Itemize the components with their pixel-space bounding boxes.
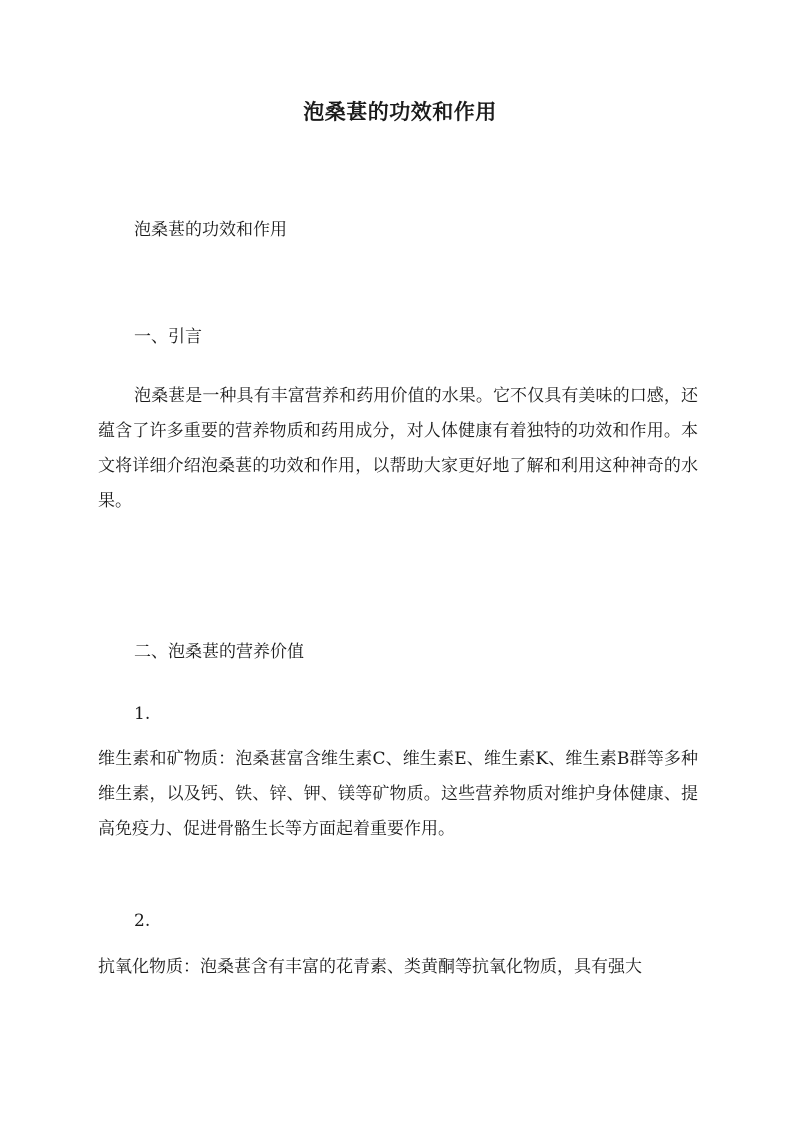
list-item-text-antioxidants: 抗氧化物质：泡桑葚含有丰富的花青素、类黄酮等抗氧化物质，具有强大 [98, 957, 642, 977]
document-title: 泡桑葚的功效和作用 [303, 99, 497, 124]
list-item-number-1: 1. [134, 704, 151, 724]
list-item-text-vitamins: 维生素和矿物质：泡桑葚富含维生素C、维生素E、维生素K、维生素B群等多种维生素，以及钙、铁、锌、钾、镁等矿物质。这些营养物质对维护身体健康、提高免疫力、促进骨骼生长等方面起着重要作用。 [98, 749, 698, 839]
section-heading-introduction: 一、引言 [134, 327, 202, 347]
document-heading: 泡桑葚的功效和作用 [134, 220, 287, 240]
list-item-number-2: 2. [134, 911, 151, 931]
section-heading-nutrition: 二、泡桑葚的营养价值 [134, 642, 304, 662]
intro-paragraph: 泡桑葚是一种具有丰富营养和药用价值的水果。它不仅具有美味的口感，还蕴含了许多重要的营养物质和药用成分，对人体健康有着独特的功效和作用。本文将详细介绍泡桑葚的功效和作用，以帮助大家更好地了解和利用这种神奇的水果。 [98, 386, 698, 511]
